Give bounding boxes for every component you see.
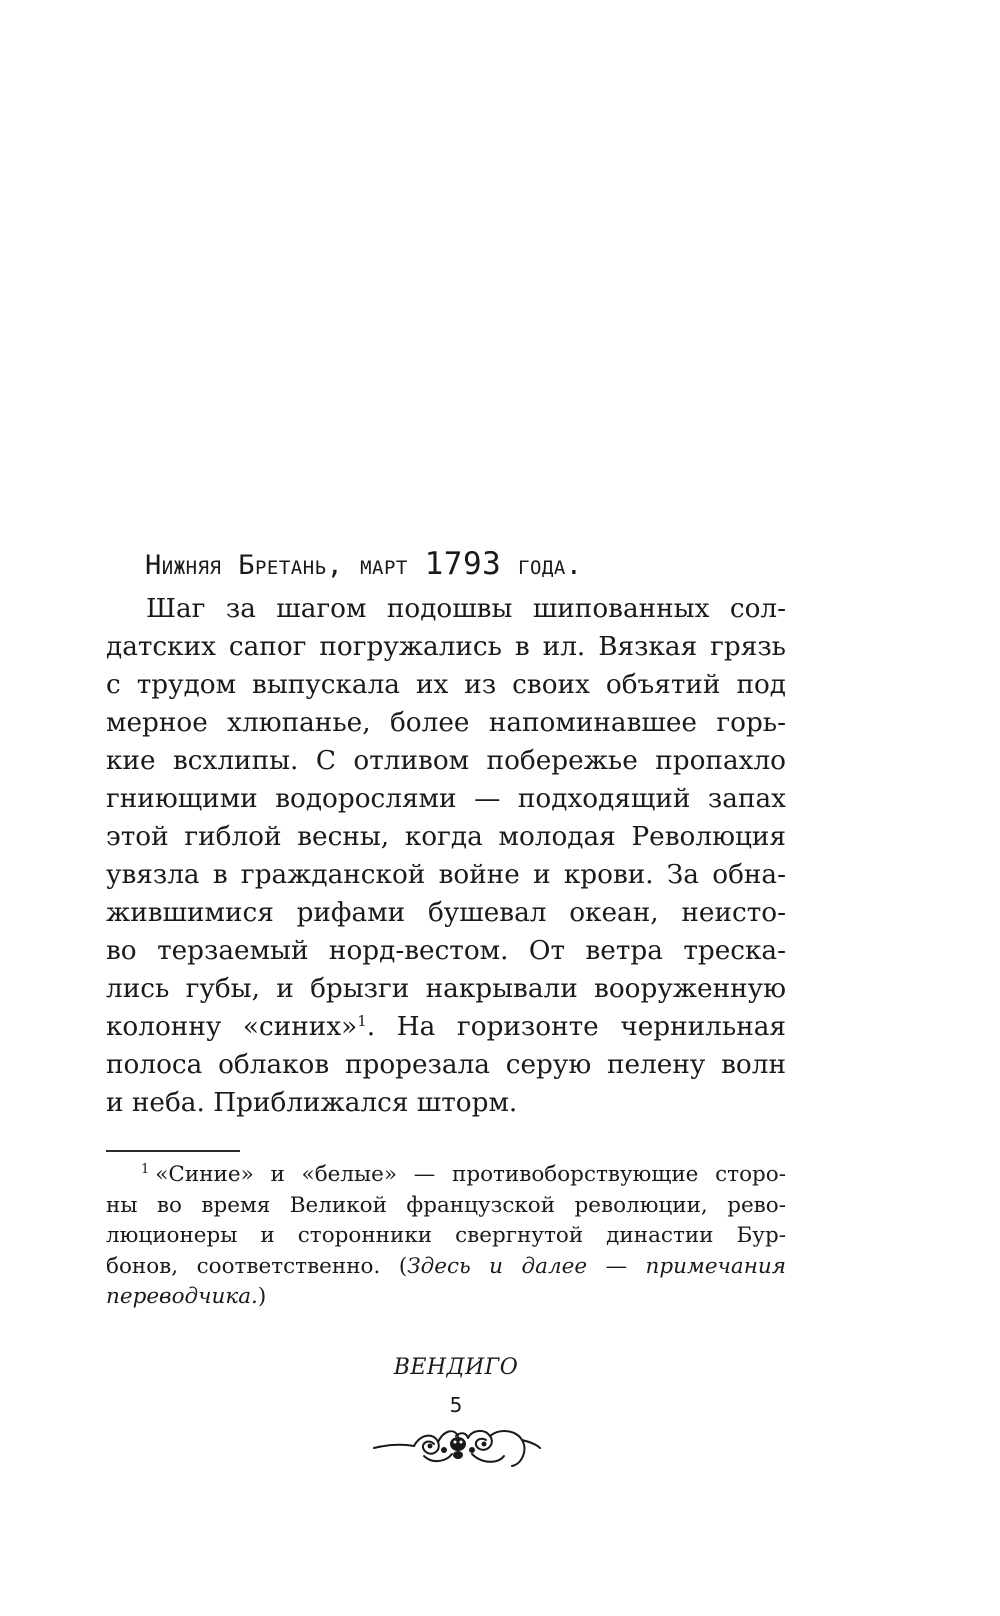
footnote-divider: [106, 1150, 240, 1152]
body-line: датских сапог погружались в ил. Вязкая грязь: [106, 632, 786, 662]
footnote-line5-plain: ): [257, 1284, 267, 1309]
heading-year: 1793: [424, 546, 502, 582]
footnote-line: ны во время Великой французской революции, рево-: [106, 1192, 786, 1218]
body-line: во терзаемый норд-вестом. От ветра треска-: [106, 936, 786, 966]
footnote-line: [106, 1282, 786, 1313]
flourish-ornament-icon: [372, 1422, 542, 1472]
line12-start: колонну «синих»: [106, 1012, 358, 1042]
footnote-reference[interactable]: 1: [357, 1012, 367, 1030]
body-line-last: и неба. Приближался шторм.: [106, 1088, 518, 1118]
line12-end: . На горизонте чернильная: [366, 1012, 786, 1042]
footnote-line1-text: «Синие» и «белые» — противоборствующие сторо-: [155, 1162, 786, 1187]
footnote-line: [106, 1252, 786, 1283]
body-line: кие всхлипы. С отливом побережье пропахло: [106, 746, 786, 776]
body-line: этой гиблой весны, когда молодая Революция: [106, 822, 786, 852]
footnote-line5-italic: переводчика.: [106, 1284, 258, 1309]
footnote-line: люционеры и сторонники свергнутой династии Бур-: [106, 1223, 786, 1248]
heading-suffix: года.: [501, 550, 583, 581]
body-line: полоса облаков прорезала серую пелену волн: [106, 1050, 786, 1080]
body-paragraph: [106, 590, 786, 1122]
footnote: [106, 1160, 786, 1313]
footnote-line4-plain: бонов, соответственно. (: [106, 1253, 408, 1279]
page-number: 5: [449, 1393, 463, 1417]
running-title: ВЕНДИГО: [393, 1355, 519, 1380]
body-line: увязла в гражданской войне и крови. За обна-: [106, 860, 786, 890]
body-line: с трудом выпускала их из своих объятий под: [106, 670, 786, 700]
body-line: лись губы, и брызги накрывали вооруженную: [106, 974, 786, 1004]
footnote-marker: 1: [141, 1162, 150, 1177]
footnote-line: [106, 1160, 786, 1191]
body-line: мерное хлюпанье, более напоминавшее горь-: [106, 708, 786, 738]
chapter-heading: [145, 546, 845, 582]
body-line-with-footnote-ref: [106, 1008, 786, 1046]
body-line: Шаг за шагом подошвы шипованных сол-: [146, 594, 786, 624]
body-line: жившимися рифами бушевал океан, неисто-: [106, 898, 786, 928]
body-line: гниющими водорослями — подходящий запах: [106, 784, 786, 814]
footnote-line4-italic: Здесь и далее — примечания: [407, 1253, 786, 1279]
heading-place-date: Нижняя Бретань, март: [145, 550, 425, 581]
